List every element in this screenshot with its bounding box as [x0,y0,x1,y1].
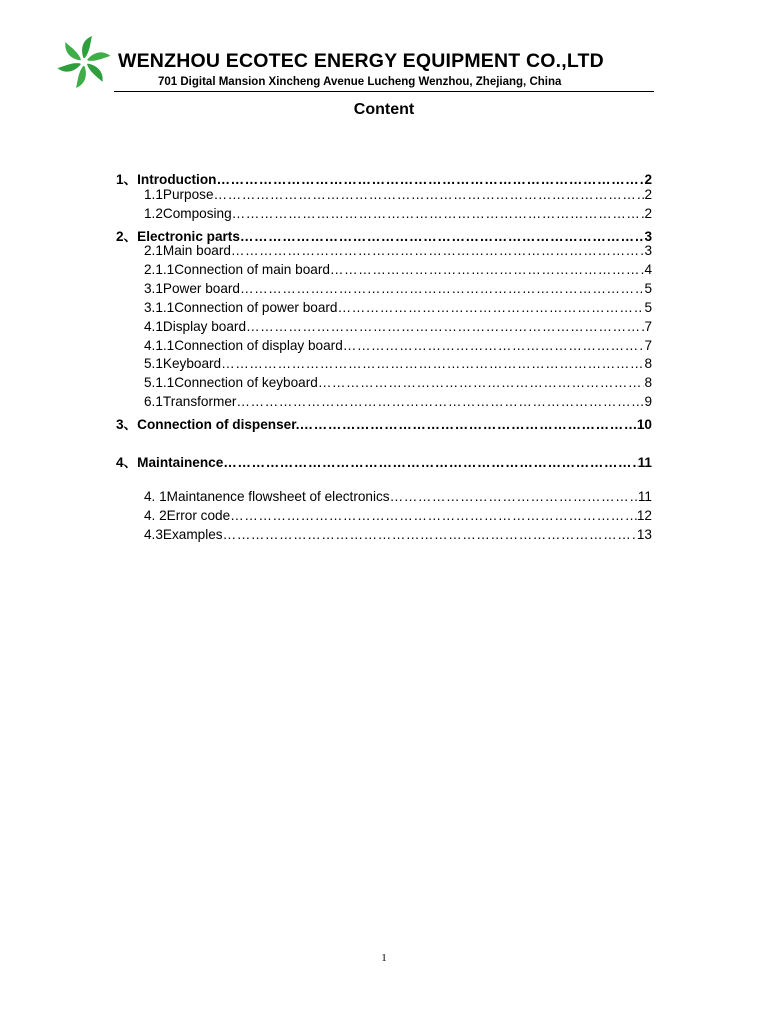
toc-entry-page: 7 [644,338,652,353]
toc-entry [144,394,652,413]
toc-entry-label: 3、Connection of dispenser. [116,417,300,432]
leader-dots [330,262,645,277]
toc-entry-page: 4 [644,262,652,277]
leader-dots [223,455,637,470]
leader-dots [223,527,637,542]
toc-entry-label: 3.1Power board [144,281,240,296]
toc-entry-label: 6.1Transformer [144,394,237,409]
toc-entry-page: 7 [644,319,652,334]
leader-dots [246,319,644,334]
leader-dots [343,338,645,353]
toc-entry-label: 4、Maintainence [116,455,224,470]
page-number: 1 [381,952,387,964]
toc-entry-page: 5 [644,300,652,315]
toc-entry-page: 2 [644,187,652,202]
leader-dots [240,281,644,296]
toc-entry-label: 5.1.1Connection of keyboard [144,375,318,390]
toc-entry [116,451,652,470]
toc-entry-page: 5 [644,281,652,296]
company-name: WENZHOU ECOTEC ENERGY EQUIPMENT CO.,LTD [118,50,604,72]
toc-entry-label: 1.2Composing [144,206,232,221]
company-address: 701 Digital Mansion Xincheng Avenue Lucheng Wenzhou, Zhejiang, China [158,76,562,88]
leader-dots [240,229,645,244]
toc-entry-page: 9 [644,394,652,409]
toc-entry [144,489,652,508]
toc-entry-label: 2.1Main board [144,243,231,258]
toc-entry-label: 1.1Purpose [144,187,214,202]
toc-entry-label: 5.1Keyboard [144,356,222,371]
toc-entry [144,508,652,527]
toc-entry-page: 2 [644,172,652,187]
toc-entry-label: 4. 2Error code [144,508,231,523]
toc-entry-page: 11 [637,455,652,470]
toc-entry [144,206,652,225]
leader-dots [214,187,645,202]
company-logo [56,34,112,90]
toc-entry-label: 4. 1Maintanence flowsheet of electronics [144,489,390,504]
toc-entry-page: 13 [636,527,652,542]
leader-dots [232,206,645,221]
toc-entry-page: 3 [644,229,652,244]
leader-dots [300,417,637,432]
leader-dots [231,243,645,258]
leader-dots [236,394,644,409]
toc-entry [144,243,652,262]
toc-entry-page: 12 [636,508,652,523]
leader-dots [221,356,644,371]
toc-entry [144,187,652,206]
toc-entry-label: 2、Electronic parts [116,229,240,244]
leader-dots [216,172,644,187]
toc-entry [144,262,652,281]
toc-entry-label: 4.1.1Connection of display board [144,338,343,353]
toc-entry [144,281,652,300]
toc-entry [144,527,652,546]
leader-dots [337,300,644,315]
toc-entry-label: 3.1.1Connection of power board [144,300,338,315]
toc-entry [144,300,652,319]
toc-entry-page: 2 [644,206,652,221]
toc-entry-page: 11 [637,489,652,504]
toc-entry-label: 2.1.1Connection of main board [144,262,330,277]
toc-entry-page: 3 [644,243,652,258]
toc-entry-page: 8 [644,375,652,390]
page-title: Content [353,101,415,118]
toc-entry-label: 4.3Examples [144,527,223,542]
toc-entry-page: 10 [636,417,652,432]
toc-entry [116,413,652,432]
toc-entry-label: 4.1Display board [144,319,247,334]
toc-entry [144,338,652,357]
toc-entry [144,356,652,375]
leader-dots [318,375,645,390]
header-rule [114,91,654,92]
toc-entry [144,375,652,394]
toc-entry-page: 8 [644,356,652,371]
toc-entry [144,319,652,338]
toc-entry [116,225,652,244]
toc-entry-label: 1、Introduction [116,172,217,187]
toc-entry [116,168,652,187]
leader-dots [390,489,638,504]
leader-dots [230,508,637,523]
